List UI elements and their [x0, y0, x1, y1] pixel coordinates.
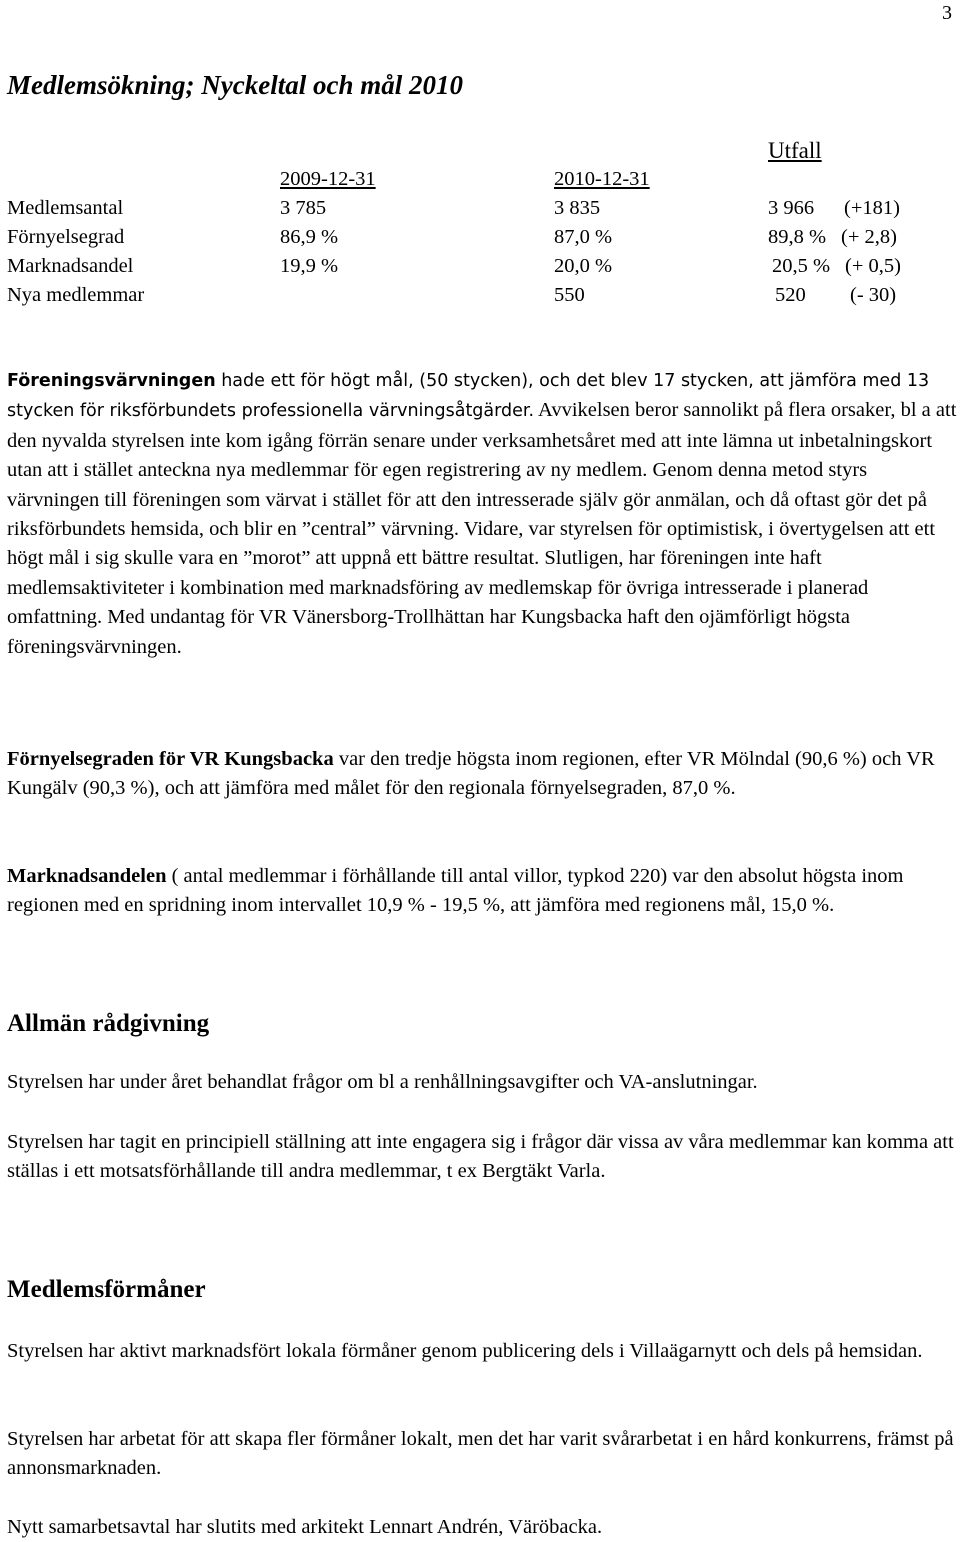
cell-2010: 550 — [554, 284, 585, 306]
cell-outcome: 20,5 % — [772, 255, 831, 277]
row-label: Nya medlemmar — [7, 284, 145, 306]
page-number: 3 — [942, 2, 952, 24]
outcome-header: Utfall — [768, 138, 822, 163]
renewal-lead: Förnyelsegraden för VR Kungsbacka — [7, 748, 334, 770]
benefits-paragraph-2: Styrelsen har arbetat för att skapa fler förmåner lokalt, men det har varit svårarbetat i en hård konkurrens, främst på annonsmarknaden. — [7, 1428, 954, 1480]
recruitment-text-sans: hade ett för högt mål, (50 stycken), och det blev 17 stycken, att jämföra med 13 stycken för riksförbundets professionella värvningsåtgärder. — [7, 371, 930, 422]
cell-2009: 86,9 % — [280, 226, 339, 248]
cell-outcome: 89,8 % — [768, 226, 827, 248]
col-header-2010: 2010-12-31 — [554, 168, 650, 190]
benefits-paragraph-3: Nytt samarbetsavtal har slutits med arkitekt Lennart Andrén, Väröbacka. — [7, 1516, 603, 1538]
cell-2010: 20,0 % — [554, 255, 613, 277]
row-label: Förnyelsegrad — [7, 226, 125, 248]
section-title-benefits: Medlemsförmåner — [7, 1276, 206, 1303]
cell-change: (+ 0,5) — [845, 255, 901, 277]
row-label: Marknadsandel — [7, 255, 134, 277]
cell-2009: 19,9 % — [280, 255, 339, 277]
section-title-membership: Medlemsökning; Nyckeltal och mål 2010 — [7, 70, 463, 100]
cell-change: (+ 2,8) — [841, 226, 897, 248]
market-share-lead: Marknadsandelen — [7, 865, 167, 887]
cell-change: (+181) — [844, 197, 900, 219]
recruitment-paragraph — [7, 366, 957, 662]
cell-2010: 87,0 % — [554, 226, 613, 248]
advice-paragraph-2: Styrelsen har tagit en principiell ställning att inte engagera sig i frågor där vissa av våra medlemmar kan komma att ställas i ett motsatsförhållande till andra medlemmar, t ex Bergtäkt Varla. — [7, 1131, 954, 1183]
advice-paragraph-1: Styrelsen har under året behandlat frågor om bl a renhållningsavgifter och VA-anslutningar. — [7, 1071, 758, 1093]
cell-outcome: 520 — [775, 284, 806, 306]
benefits-paragraph-1: Styrelsen har aktivt marknadsfört lokala förmåner genom publicering dels i Villaägarnytt och dels på hemsidan. — [7, 1340, 923, 1362]
recruitment-text: Avvikelsen beror sannolikt på flera orsaker, bl a att den nyvalda styrelsen inte kom igång förrän senare under verksamhetsåret med att inte lämna ut inbetalningskort utan att i stället anteckna nya medlemmar för egen registrering av ny medlem. Genom denna metod styrs värvningen till föreningen som värvat i stället för att den intresserade själv gör anmälan, och då oftast gör det på riksförbundets hemsida, och blir en ”central” värvning. Vidare, var styrelsen för optimistisk, i övertygelsen att ett högt mål i sig skulle vara en ”morot” att uppnå ett bättre resultat. Slutligen, har föreningen inte haft medlemsaktiviteter i kombination med marknadsföring av medlemskap för övriga intresserade i planerad omfattning. Med undantag för VR Vänersborg-Trollhättan har Kungsbacka haft den ojämförligt högsta föreningsvärvningen. — [7, 399, 957, 658]
cell-2010: 3 835 — [554, 197, 601, 219]
market-share-paragraph — [7, 862, 957, 921]
section-title-advice: Allmän rådgivning — [7, 1010, 210, 1037]
row-label: Medlemsantal — [7, 197, 124, 219]
cell-2009: 3 785 — [280, 197, 327, 219]
col-header-2009: 2009-12-31 — [280, 168, 376, 190]
market-share-text: ( antal medlemmar i förhållande till antal villor, typkod 220) var den absolut högsta inom regionen med en spridning inom intervallet 10,9 % - 19,5 %, att jämföra med regionens mål, 15,0 %. — [7, 865, 904, 917]
cell-change: (- 30) — [850, 284, 897, 306]
renewal-paragraph — [7, 745, 957, 804]
renewal-text: var den tredje högsta inom regionen, efter VR Mölndal (90,6 %) och VR Kungälv (90,3 %), och att jämföra med målet för den regionala förnyelsegraden, 87,0 %. — [7, 748, 935, 800]
cell-outcome: 3 966 — [768, 197, 815, 219]
recruitment-lead: Föreningsvärvningen — [7, 371, 216, 391]
